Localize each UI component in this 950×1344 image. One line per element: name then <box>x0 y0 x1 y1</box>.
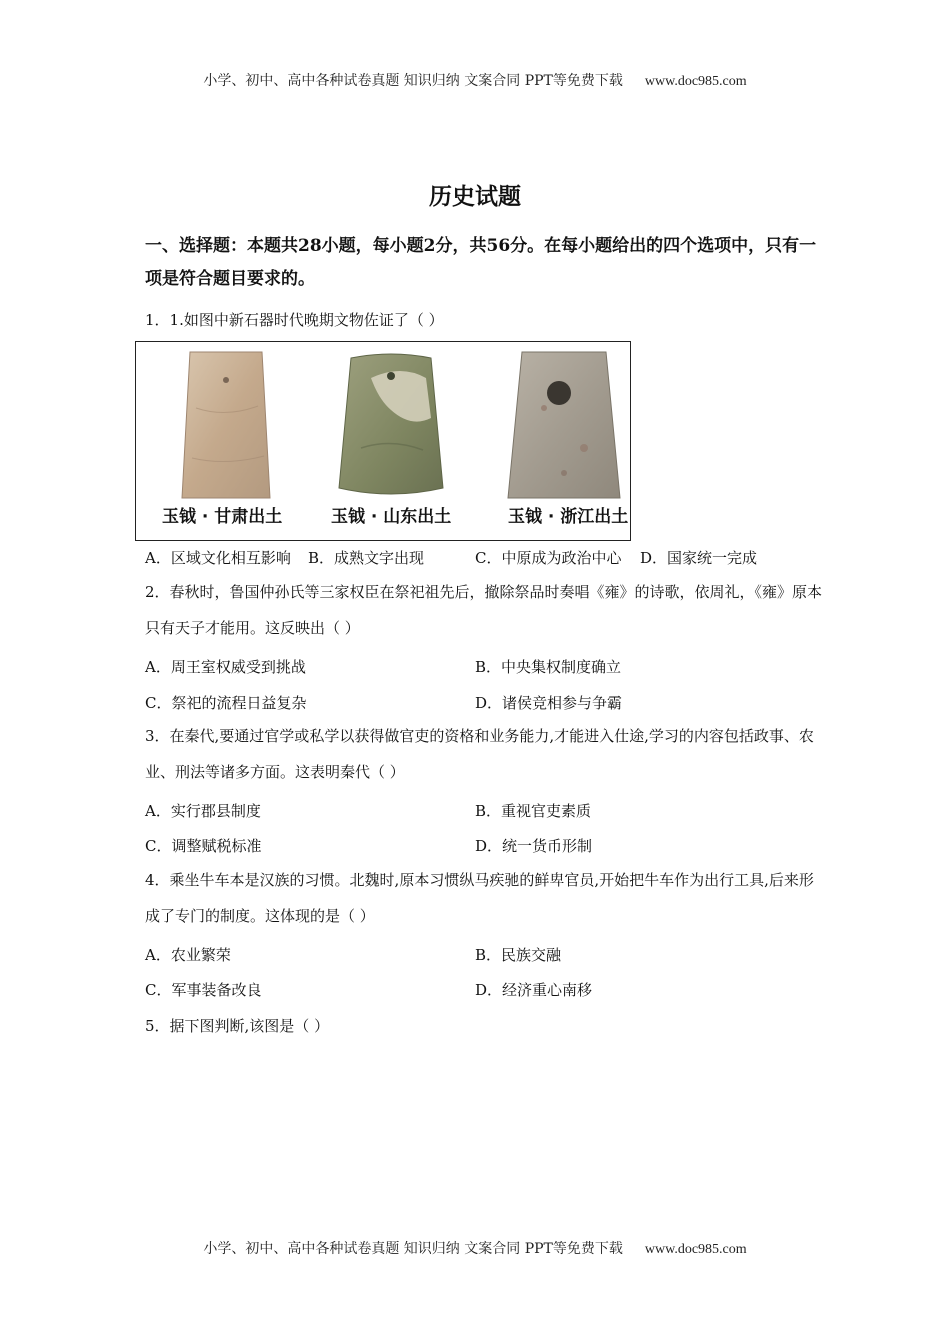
section-heading: 一、选择题：本题共28小题，每小题2分，共56分。在每小题给出的四个选项中，只有一项是符合题目要求的。 <box>145 236 817 289</box>
page-header <box>0 70 950 90</box>
q3-option-a[interactable]: A．实行郡县制度 <box>145 802 261 820</box>
q1-option-a[interactable]: A．区域文化相互影响 <box>145 549 291 567</box>
q2-option-c[interactable]: C．祭祀的流程日益复杂 <box>145 694 307 712</box>
footer-url[interactable]: www.doc985.com <box>644 1242 747 1257</box>
q4-option-b[interactable]: B．民族交融 <box>475 946 562 964</box>
q3-stem: 3．在秦代,要通过官学或私学以获得做官吏的资格和业务能力,才能进入仕途,学习的内容包括政事、农业、刑法等诸多方面。这表明秦代（ ） <box>145 727 814 781</box>
q2-option-b[interactable]: B．中央集权制度确立 <box>475 658 622 676</box>
q1-option-b[interactable]: B．成熟文字出现 <box>308 549 425 567</box>
q4-option-c[interactable]: C．军事装备改良 <box>145 981 262 999</box>
q4-stem: 4．乘坐牛车本是汉族的习惯。北魏时,原本习惯纵马疾驰的鲜卑官员,开始把牛车作为出行工具,后来形成了专门的制度。这体现的是（ ） <box>145 871 814 925</box>
q2-stem: 2．春秋时，鲁国仲孙氏等三家权臣在祭祀祖先后，撤除祭品时奏唱《雍》的诗歌，依周礼，《雍》原本只有天子才能用。这反映出（ ） <box>145 583 823 637</box>
page-footer <box>0 1238 950 1258</box>
jade-axe-zhejiang-image <box>504 348 624 503</box>
figure-caption-gansu: 玉钺 · 甘肃出土 <box>162 507 283 527</box>
q1-option-d[interactable]: D．国家统一完成 <box>640 549 758 567</box>
q1-figure <box>135 341 631 541</box>
q1-stem: 1．1.如图中新石器时代晚期文物佐证了（ ） <box>145 311 444 329</box>
q4-option-d[interactable]: D．经济重心南移 <box>475 981 593 999</box>
footer-text: 小学、初中、高中各种试卷真题 知识归纳 文案合同 PPT等免费下载 <box>203 1241 623 1257</box>
q2-option-a[interactable]: A．周王室权威受到挑战 <box>145 658 306 676</box>
page-title: 历史试题 <box>429 183 521 210</box>
q3-option-d[interactable]: D．统一货币形制 <box>475 837 593 855</box>
header-text: 小学、初中、高中各种试卷真题 知识归纳 文案合同 PPT等免费下载 <box>203 73 623 89</box>
q1-option-c[interactable]: C．中原成为政治中心 <box>475 549 622 567</box>
q5-stem: 5．据下图判断,该图是（ ） <box>145 1017 330 1035</box>
header-url[interactable]: www.doc985.com <box>644 74 747 89</box>
figure-caption-shandong: 玉钺 · 山东出土 <box>331 507 452 527</box>
q3-option-b[interactable]: B．重视官吏素质 <box>475 802 592 820</box>
q2-option-d[interactable]: D．诸侯竞相参与争霸 <box>475 694 623 712</box>
jade-axe-shandong-image <box>331 348 451 503</box>
q3-option-c[interactable]: C．调整赋税标准 <box>145 837 262 855</box>
figure-caption-zhejiang: 玉钺 · 浙江出土 <box>508 507 629 527</box>
jade-axe-gansu-image <box>166 348 286 503</box>
q4-option-a[interactable]: A．农业繁荣 <box>145 946 231 964</box>
